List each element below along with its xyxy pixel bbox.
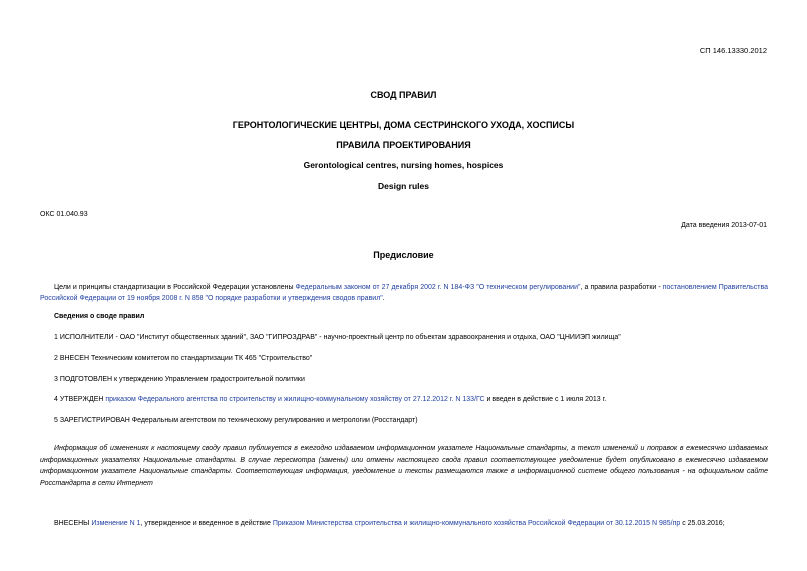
info-heading: Сведения о своде правил	[54, 313, 145, 320]
doc-code: СП 146.13330.2012	[699, 46, 767, 55]
doc-subtitle-en: Design rules	[377, 181, 430, 191]
preface-heading: Предисловие	[373, 250, 434, 260]
government-decree-link[interactable]: постановлением Правительства Российской Федерации от 19 ноября 2008 г. N 858 "О порядке разработки и утверждения сводов правил"	[40, 284, 768, 302]
preface-paragraph: Цели и принципы стандартизации в Российской Федерации установлены Федеральным законом от 27 декабря 2002 г. N 184-ФЗ "О техническом регулировании", а правила разработки - постановлением Правительства Российской Федерации от 19 ноября 2008 г. N 858 "О порядке разработки и утверждения сводов правил".	[40, 284, 768, 302]
list-item-prepared: 3 ПОДГОТОВЛЕН к утверждению Управлением градостроительной политики	[54, 376, 305, 383]
list-item-executors: 1 ИСПОЛНИТЕЛИ - ОАО "Институт общественных зданий", ЗАО "ГИПРОЗДРАВ" - научно-проектный центр по объектам здравоохранения и отдыха, ОАО "ЦНИИЭП жилища"	[54, 334, 621, 341]
list-item-approved: 4 УТВЕРЖДЕН приказом Федерального агентства по строительству и жилищно-коммунальному хозяйству от 27.12.2012 г. N 133/ГС и введен в действие с 1 июля 2013 г.	[54, 396, 607, 403]
doc-subtitle: ПРАВИЛА ПРОЕКТИРОВАНИЯ	[336, 140, 471, 150]
amendment-1-link[interactable]: Изменение N 1	[91, 520, 141, 527]
doc-subject-title: ГЕРОНТОЛОГИЧЕСКИЕ ЦЕНТРЫ, ДОМА СЕСТРИНСКОГО УХОДА, ХОСПИСЫ	[232, 120, 575, 130]
ministry-order-link[interactable]: Приказом Министерства строительства и жилищно-коммунального хозяйства Российской Федерации от 30.12.2015 N 985/пр	[272, 520, 681, 527]
oks-code: ОКС 01.040.93	[40, 211, 88, 218]
list-item-registered: 5 ЗАРЕГИСТРИРОВАН Федеральным агентством по техническому регулированию и метрологии (Росстандарт)	[54, 417, 418, 424]
amendments-paragraph: ВНЕСЕНЫ Изменение N 1, утвержденное и введенное в действие Приказом Министерства строительства и жилищно-коммунального хозяйства Российской Федерации от 30.12.2015 N 985/пр с 25.03.2016;	[54, 520, 725, 527]
list-item-introduced: 2 ВНЕСЕН Техническим комитетом по стандартизации ТК 465 "Строительство"	[54, 355, 313, 362]
doc-subject-en: Gerontological centres, nursing homes, hospices	[303, 160, 504, 170]
intro-date: Дата введения 2013-07-01	[681, 222, 767, 229]
doc-type-title: СВОД ПРАВИЛ	[370, 90, 437, 100]
federal-law-link[interactable]: Федеральным законом от 27 декабря 2002 г. N 184-ФЗ "О техническом регулировании"	[295, 284, 581, 291]
changes-info-paragraph: Информация об изменениях к настоящему своду правил публикуется в ежегодно издаваемом информационном указателе Национальные стандарты, а текст изменений и поправок в ежемесячно издаваемых информационных указателях Национальные стандарты. В случае пересмотра (замены) или отмены настоящего свода правил соответствующее уведомление будет опубликовано в ежемесячно издаваемом информационном указателе Национальные стандарты. Соответствующая информация, уведомление и тексты размещаются также в информационной системе общего пользования - на официальном сайте Росстандарта в сети Интернет	[40, 445, 768, 487]
approval-order-link[interactable]: приказом Федерального агентства по строительству и жилищно-коммунальному хозяйству от 27.12.2012 г. N 133/ГС	[105, 396, 485, 403]
